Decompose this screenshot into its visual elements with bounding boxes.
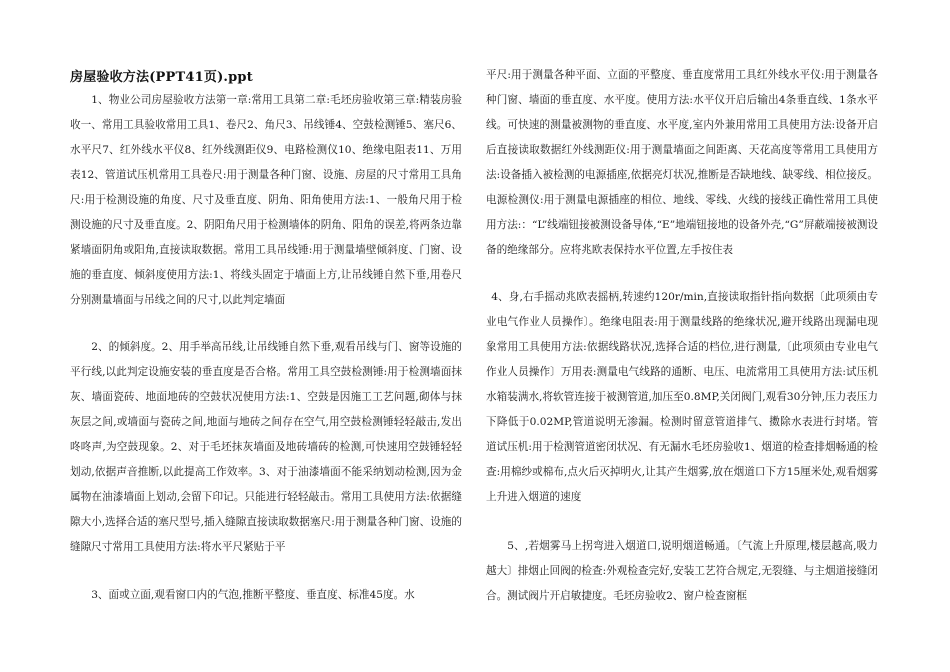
- paragraph-6: 5、,若烟雾马上拐弯进入烟道口,说明烟道畅通。〔气流上升原理,楼层越高,吸力越大〕排烟止回阀的检查:外观检查完好,安装工艺符合规定,无裂缝、与主烟道接缝闭合。测试阀片开启敏捷度。毛坯房验收2、窗户检查窗框: [486, 540, 878, 602]
- paragraph-5: 4、身,右手摇动兆欧表摇柄,转速约120r/min,直接读取指针指向数据〔此项须由专业电气作业人员操作〕。绝缘电阻表:用于测量线路的绝缘状况,避开线路出现漏电现象常用工具使用方法:依据线路状况,选择合适的档位,进行测量,〔此项须由专业电气作业人员操作〕万用表:测量电气线路的通断、电压、电流常用工具使用方法:试压机水箱装满水,将软管连接于被测管道,加压至0.8MP,关闭阀门,观看30分钟,压力表压力下降低于0.02MP,管道说明无渗漏。检测时留意管道排气、擞除水表进行封堵。管道试压机:用于检测管道密闭状况、有无漏水毛坯房验收1、烟道的检查排烟畅通的检查:用棉纱或棉布,点火后灭掉明火,让其产生烟雾,放在烟道口下方15厘米处,观看烟雾上升进入烟道的速度: [486, 291, 878, 503]
- paragraph-2: 2、的倾斜度。2、用手举高吊线,让吊线锤自然下垂,观看吊线与门、窗等设施的平行线,以此判定设施安装的垂直度是否合格。常用工具空鼓检测锤:用于检测墙面抹灰、墙面瓷砖、地面地砖的空鼓状况使用方法:1、空鼓是因施工工艺问题,砌体与抹灰层之间,或墙面与瓷砖之间,地面与地砖之间存在空气,用空鼓检测锤轻轻敲击,发出咚咚声,为空鼓现象。2、对于毛坯抹灰墙面及地砖墙砖的检测,可快速用空鼓锤轻轻划动,依据声音推断,以此提高工作效率。3、对于油漆墙面不能采纳划动检测,因为金属物在油漆墙面上划动,会留下印记。只能进行轻轻敲击。常用工具使用方法:依据缝隙大小,选择合适的塞尺型号,插入缝隙直接读取数据塞尺:用于测量各种门窗、设施的缝隙尺寸常用工具使用方法:将水平尺紧贴于平: [70, 341, 462, 553]
- paragraph-1: 1、物业公司房屋验收方法第一章:常用工具第二章:毛坯房验收第三章:精装房验收一、常用工具验收常用工具1、卷尺2、角尺3、吊线锤4、空鼓检测锤5、塞尺6、水平尺7、红外线水平仪8、红外线测距仪9、电路检测仪10、绝缘电阻表11、万用表12、管道试压机常用工具卷尺:用于测量各种门窗、设施、房屋的尺寸常用工具角尺:用于检测设施的角度、尺寸及垂直度、阴角、阳角使用方法:1、一般角尺用于检测设施的尺寸及垂直度。2、阴阳角尺用于检测墙体的阴角、阳角的误差,将两条边靠紧墙面阴角或阳角,直接读取数据。常用工具吊线锤:用于测量墙壁倾斜度、门窗、设施的垂直度、倾斜度使用方法:1、将线头固定于墙面上方,让吊线锤自然下垂,用卷尺分别测量墙面与吊线之间的尺寸,以此判定墙面: [70, 94, 462, 306]
- paragraph-3: 3、面或立面,观看窗口内的气泡,推断平整度、垂直度、标准45度。水: [91, 589, 415, 601]
- document-title: 房屋验收方法(PPT41页).ppt: [70, 70, 253, 85]
- paragraph-4: 平尺:用于测量各种平面、立面的平整度、垂直度常用工具红外线水平仪:用于测量各种门窗、墙面的垂直度、水平度。使用方法:水平仪开启后输出4条垂直线、1条水平线。可快速的测量被测物的垂直度、水平度,室内外兼用常用工具使用方法:设备开启后直接读取数据红外线测距仪:用于测量墙面之间距离、天花高度等常用工具使用方法:设备插入被检测的电源插座,依据亮灯状况,推断是否缺地线、缺零线、相位接反。电源检测仪:用于测量电源插座的相位、地线、零线、火线的接线正确性常用工具使用方法:：“L”线端钮接被测设备导体,“E”地端钮接地的设备外壳,“G”屏蔽端接被测设备的绝缘部分。应将兆欧表保持水平位置,左手按住表: [486, 69, 878, 256]
